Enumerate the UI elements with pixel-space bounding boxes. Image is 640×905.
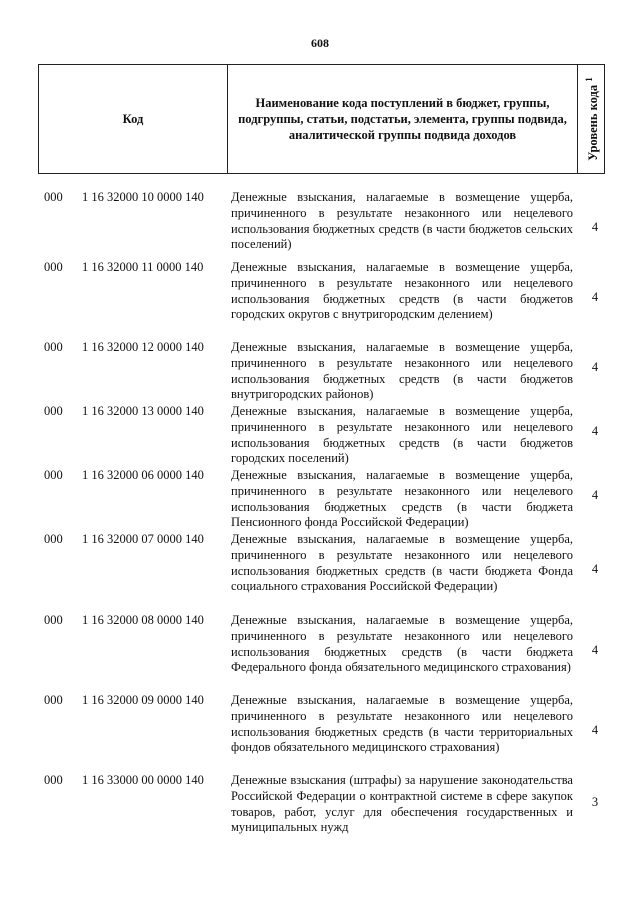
revenue-code: 1 16 32000 10 0000 140	[82, 190, 204, 204]
header-name: Наименование кода поступлений в бюджет, группы, подгруппы, статьи, подстатьи, элемента, группы подвида, аналитической группы подвида доходов	[228, 65, 578, 173]
header-level	[578, 65, 604, 173]
header-level-label: Уровень кода	[586, 84, 601, 161]
admin-code: 000	[44, 532, 63, 546]
admin-code: 000	[44, 340, 63, 354]
header-level-text	[581, 77, 601, 160]
admin-code: 000	[44, 468, 63, 482]
code-level: 4	[591, 643, 599, 657]
revenue-code: 1 16 32000 12 0000 140	[82, 340, 204, 354]
code-level: 4	[591, 723, 599, 737]
revenue-name: Денежные взыскания, налагаемые в возмещение ущерба, причиненного в результате незаконного или нецелевого использования бюджетных средств (в части бюджетов сельских поселений)	[231, 190, 573, 252]
table-row	[0, 260, 640, 340]
table-row	[0, 773, 640, 853]
table-row	[0, 468, 640, 532]
admin-code: 000	[44, 773, 63, 787]
revenue-code: 1 16 32000 07 0000 140	[82, 532, 204, 546]
revenue-name: Денежные взыскания, налагаемые в возмещение ущерба, причиненного в результате незаконного или нецелевого использования бюджетных средств (в части бюджетов городских поселений)	[231, 404, 573, 466]
header-level-footnote: 1	[583, 77, 594, 82]
revenue-code: 1 16 32000 08 0000 140	[82, 613, 204, 627]
table-row	[0, 404, 640, 468]
revenue-name: Денежные взыскания (штрафы) за нарушение законодательства Российской Федерации о контрактной системе в сфере закупок товаров, работ, услуг для обеспечения государственных и муниципальных нужд	[231, 773, 573, 835]
code-level: 3	[591, 795, 599, 809]
revenue-code: 1 16 33000 00 0000 140	[82, 773, 204, 787]
revenue-code: 1 16 32000 13 0000 140	[82, 404, 204, 418]
table-row	[0, 532, 640, 613]
code-level: 4	[591, 562, 599, 576]
table-row	[0, 693, 640, 773]
code-level: 4	[591, 488, 599, 502]
revenue-name: Денежные взыскания, налагаемые в возмещение ущерба, причиненного в результате незаконного или нецелевого использования бюджетных средств (в части бюджета Федерального фонда обязательного медицинского страхования)	[231, 613, 573, 675]
admin-code: 000	[44, 190, 63, 204]
revenue-name: Денежные взыскания, налагаемые в возмещение ущерба, причиненного в результате незаконного или нецелевого использования бюджетных средств (в части бюджетов городских округов с внутригородским делением)	[231, 260, 573, 322]
revenue-name: Денежные взыскания, налагаемые в возмещение ущерба, причиненного в результате незаконного или нецелевого использования бюджетных средств (в части бюджетов внутригородских районов)	[231, 340, 573, 402]
admin-code: 000	[44, 613, 63, 627]
code-level: 4	[591, 290, 599, 304]
revenue-name: Денежные взыскания, налагаемые в возмещение ущерба, причиненного в результате незаконного или нецелевого использования бюджетных средств (в части бюджета Фонда социального страхования Российской Федерации)	[231, 532, 573, 594]
page-number: 608	[311, 36, 329, 50]
code-level: 4	[591, 220, 599, 234]
table-row	[0, 340, 640, 404]
revenue-code: 1 16 32000 09 0000 140	[82, 693, 204, 707]
admin-code: 000	[44, 260, 63, 274]
table-row	[0, 190, 640, 260]
table-body	[0, 190, 640, 853]
admin-code: 000	[44, 404, 63, 418]
revenue-code: 1 16 32000 06 0000 140	[82, 468, 204, 482]
code-level: 4	[591, 360, 599, 374]
admin-code: 000	[44, 693, 63, 707]
header-code: Код	[39, 65, 228, 173]
table-row	[0, 613, 640, 693]
revenue-code: 1 16 32000 11 0000 140	[82, 260, 204, 274]
revenue-name: Денежные взыскания, налагаемые в возмещение ущерба, причиненного в результате незаконного или нецелевого использования бюджетных средств (в части бюджета Пенсионного фонда Российской Федерации)	[231, 468, 573, 530]
code-level: 4	[591, 424, 599, 438]
table-header	[38, 64, 605, 174]
revenue-name: Денежные взыскания, налагаемые в возмещение ущерба, причиненного в результате незаконного или нецелевого использования бюджетных средств (в части территориальных фондов обязательного медицинского страхования)	[231, 693, 573, 755]
